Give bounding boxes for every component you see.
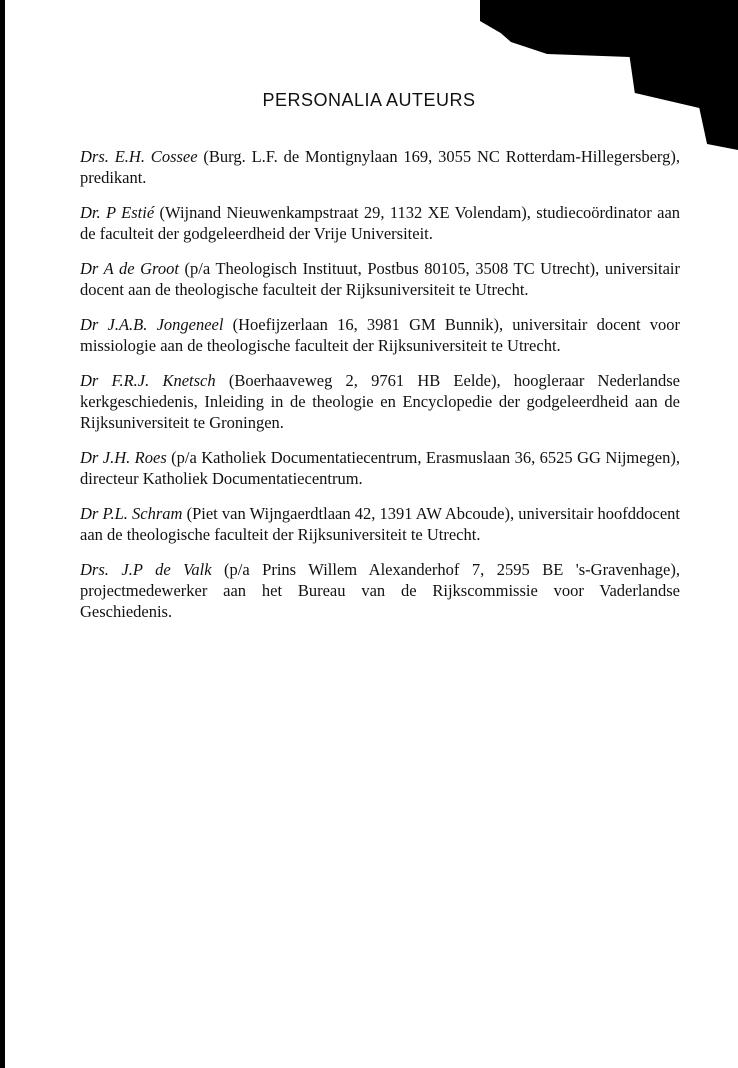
- scan-corner-shadow: [480, 0, 738, 150]
- author-details: (Wijnand Nieuwenkampstraat 29, 1132 XE Volendam), studiecoördinator aan de faculteit der godgeleerdheid der Vrije Universiteit.: [80, 203, 681, 243]
- author-entry: [80, 503, 680, 545]
- author-details: (Boerhaaveweg 2, 9761 HB Eelde), hoogleraar Nederlandse kerkgeschiedenis, Inleiding in de theologie en Encyclopedie der godgeleerdheid aan de Rijksuniversiteit te Groningen.: [80, 371, 681, 432]
- author-details: (Piet van Wijngaerdtlaan 42, 1391 AW Abcoude), universitair hoofddocent aan de theologische faculteit der Rijksuniversiteit te Utrecht.: [80, 504, 680, 544]
- author-details: (p/a Prins Willem Alexanderhof 7, 2595 BE 's-Gravenhage), projectmedewerker aan het Bureau van de Rijkscommissie voor Vaderlandse Geschiedenis.: [80, 560, 680, 621]
- author-entry: [80, 202, 680, 244]
- author-name: Dr F.R.J. Knetsch: [80, 371, 216, 390]
- author-details: (p/a Theologisch Instituut, Postbus 80105, 3508 TC Utrecht), universitair docent aan de theologische faculteit der Rijksuniversiteit te Utrecht.: [80, 259, 681, 299]
- author-name: Drs. J.P de Valk: [80, 560, 212, 579]
- author-entry: [80, 447, 680, 489]
- author-entry: [80, 314, 680, 356]
- author-details: (p/a Katholiek Documentatiecentrum, Erasmuslaan 36, 6525 GG Nijmegen), directeur Katholiek Documentatiecentrum.: [80, 448, 680, 488]
- author-details: (Hoefijzerlaan 16, 3981 GM Bunnik), universitair docent voor missiologie aan de theologische faculteit der Rijksuniversiteit te Utrecht.: [80, 315, 681, 355]
- scan-left-edge: [0, 0, 5, 1068]
- author-name: Dr J.H. Roes: [80, 448, 167, 467]
- author-entry: [80, 146, 680, 188]
- author-entry: [80, 559, 680, 622]
- author-entry: [80, 258, 680, 300]
- author-list: [80, 146, 680, 636]
- page-title: PERSONALIA AUTEURS: [262, 90, 476, 110]
- author-name: Dr A de Groot: [80, 259, 179, 278]
- author-name: Drs. E.H. Cossee: [80, 147, 198, 166]
- author-details: (Burg. L.F. de Montignylaan 169, 3055 NC Rotterdam-Hillegersberg), predikant.: [80, 147, 681, 187]
- author-entry: [80, 370, 680, 433]
- author-name: Dr. P Estié: [80, 203, 155, 222]
- author-name: Dr P.L. Schram: [80, 504, 183, 523]
- author-name: Dr J.A.B. Jongeneel: [80, 315, 224, 334]
